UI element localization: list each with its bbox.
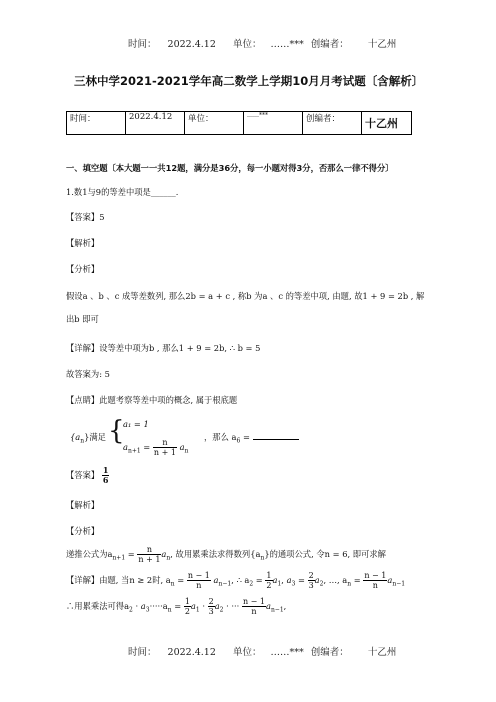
q2-fenxi-fraction <box>137 545 161 564</box>
q2-detail-m: a <box>265 601 271 611</box>
q2-answer <box>66 466 109 485</box>
q2-fenxi-t5: }的通项公式, 令n = 6, 即可求解 <box>264 549 386 559</box>
q2-detail-c: a <box>286 575 292 585</box>
q2-jiexi-tag: 【解析】 <box>66 500 100 510</box>
page-header <box>128 36 396 50</box>
q2-detail-d: , …, a <box>323 575 348 585</box>
header-author-label: 创编者： <box>310 39 349 50</box>
q2-frac-den: n + 1 <box>153 448 176 457</box>
q2-answer-blank <box>253 439 299 440</box>
q2-detail-k: a <box>214 601 220 611</box>
q2-then: ，那么 a <box>204 432 237 442</box>
q2-answer-num: 1 <box>102 465 109 475</box>
q2-fenxi-t4: , 故用累乘法求得数列{a <box>170 549 261 559</box>
q2-product-frac1: $\frac{1}{2}$ <box>184 597 190 616</box>
q2-detail-a: 【详解】由题, 当n ≥ 2时, a <box>66 575 171 585</box>
q2-line1: a₁ = 1 <box>123 419 149 429</box>
q2-detail-frac1: $\frac{n - 1}{n}$ <box>187 571 210 590</box>
info-time-label: 时间： <box>67 112 126 135</box>
q2-product-frac3: $\frac{n - 1}{n}$ <box>242 597 265 616</box>
q2-detail-frac4: $\frac{n - 1}{n}$ <box>364 571 387 590</box>
q2-fenxi-t3: a <box>161 549 167 559</box>
footer-time-value: 2022.4.12 <box>167 647 216 658</box>
q2-fenxi-tag: 【分析】 <box>66 526 100 536</box>
q2-product-frac2: $\frac{2}{3}$ <box>208 597 214 616</box>
footer-author-value: 十乙州 <box>367 647 397 658</box>
footer-time-label: 时间： <box>128 647 157 658</box>
footer-author-label: 创编者： <box>310 647 349 658</box>
q2-fenxi-t4-sub: n <box>260 554 265 562</box>
q2-line2-tail-sub: n <box>184 447 189 455</box>
page-footer <box>128 644 396 658</box>
q2-detail-a-sub: n <box>170 580 175 588</box>
section-heading: 一、填空题〔本大题一一共12题，满分是36分，每一小题对得3分，否那么一律不得分〕 <box>66 163 394 173</box>
info-unit-value: ……*** <box>244 112 303 135</box>
q2-satisfies: }满足 <box>84 432 106 442</box>
q2-detail-frac3: $\frac{2}{3}$ <box>308 571 314 590</box>
info-unit-label: 单位： <box>185 112 244 135</box>
q2-fenxi-t3-sub: n <box>166 554 171 562</box>
q2-detail-l: · ··· <box>223 601 240 611</box>
info-author-value: 十乙州 <box>362 112 412 135</box>
q2-answer-tag: 【答案】 <box>66 470 100 480</box>
q1-fenxi-text: 假设a 、b 、c 成等差数列, 那么2b = a + c , 称b 为a 、c 的等差中项, 由题, 故1 + 9 = 2b , 解 <box>66 291 425 301</box>
q2-detail-g: ·····a <box>149 601 168 611</box>
header-time-label: 时间： <box>128 39 157 50</box>
info-time-value: 2022.4.12 <box>126 112 185 135</box>
q2-line2-sub: n+1 <box>127 447 141 455</box>
q2-detail-n: , <box>283 601 287 611</box>
q1-comment: 【点睛】此题考察等差中项的概念, 属于根底题 <box>66 395 238 405</box>
question-1: 1.数1与9的等差中项是______. <box>66 187 179 197</box>
q1-jiexi-tag: 【解析】 <box>66 238 100 248</box>
q2-then-eq: = <box>240 432 253 442</box>
header-unit-label: 单位： <box>232 39 262 50</box>
q2-then-sub: 6 <box>236 437 241 445</box>
q2-detail-h: = <box>171 601 184 611</box>
q1-fenxi-tag: 【分析】 <box>66 264 100 274</box>
q2-fenxi-text <box>66 545 386 564</box>
q2-fraction <box>153 438 177 457</box>
q2-line2-lhs: a <box>123 442 128 452</box>
q2-answer-fraction <box>102 466 110 485</box>
header-unit-value: ……*** <box>270 39 304 50</box>
q1-detail: 【详解】设等差中项为b , 那么1 + 9 = 2b, ∴ b = 5 <box>66 343 261 353</box>
info-table <box>66 111 412 135</box>
q2-line2-tail: a <box>179 442 185 452</box>
q1-result: 故答案为: 5 <box>66 369 110 379</box>
q2-detail-i: a <box>190 601 196 611</box>
q1-fenxi-text-cont: 出b 即可 <box>66 314 99 324</box>
q2-detail-e: ∴用累乘法可得a <box>66 601 130 611</box>
q1-answer: 【答案】5 <box>66 212 105 222</box>
q2-fenxi-t1: 递推公式为a <box>66 549 113 559</box>
info-author-label: 创编者： <box>303 112 362 135</box>
q2-fenxi-den: n + 1 <box>138 555 161 564</box>
footer-unit-label: 单位： <box>232 647 262 658</box>
q2-seq-sub: n <box>80 437 85 445</box>
q2-seq-label: {a <box>70 432 81 442</box>
q2-fenxi-num: n <box>137 545 161 555</box>
header-author-value: 十乙州 <box>367 39 397 50</box>
q2-answer-den: 6 <box>102 475 109 485</box>
q2-detail-j: · <box>199 601 208 611</box>
q2-fenxi-t2: = <box>125 549 138 559</box>
q2-detail-f: a <box>140 601 146 611</box>
q2-product: ∴用累乘法可得$a_2 \cdot a_3\cdot\cdot\cdot\cdot\cdot a_n$ = $\frac{1}{2}$ $a_1$ · $\frac{2}{3}$ $a_2$ · ··· $\frac{n - 1}{n}$ $a_{n-1}$, <box>66 597 287 616</box>
q2-brace: { <box>108 416 125 446</box>
page-title: 三林中学2021-2021学年高二数学上学期10月月考试题〔含解析〕 <box>74 74 424 88</box>
q2-frac-num: n <box>153 438 177 448</box>
q2-detail: 【详解】由题, 当n ≥ 2时, $a_n$ = $\frac{n - 1}{n}$ $a_{n-1}$, ∴ $a_2$ = $\frac{1}{2}$ $a_1$, $a_3$ = $\frac{2}{3}$ $a_2$, …, $a_n$ = $\frac{n - 1}{n}$ $a_{n-1}$ <box>66 571 406 590</box>
footer-unit-value: ……*** <box>270 647 304 658</box>
header-time-value: 2022.4.12 <box>167 39 216 50</box>
q2-detail-b: ∴ a <box>236 575 250 585</box>
q2-detail-frac2: $\frac{1}{2}$ <box>266 571 272 590</box>
q2-fenxi-sub: n+1 <box>112 554 126 562</box>
